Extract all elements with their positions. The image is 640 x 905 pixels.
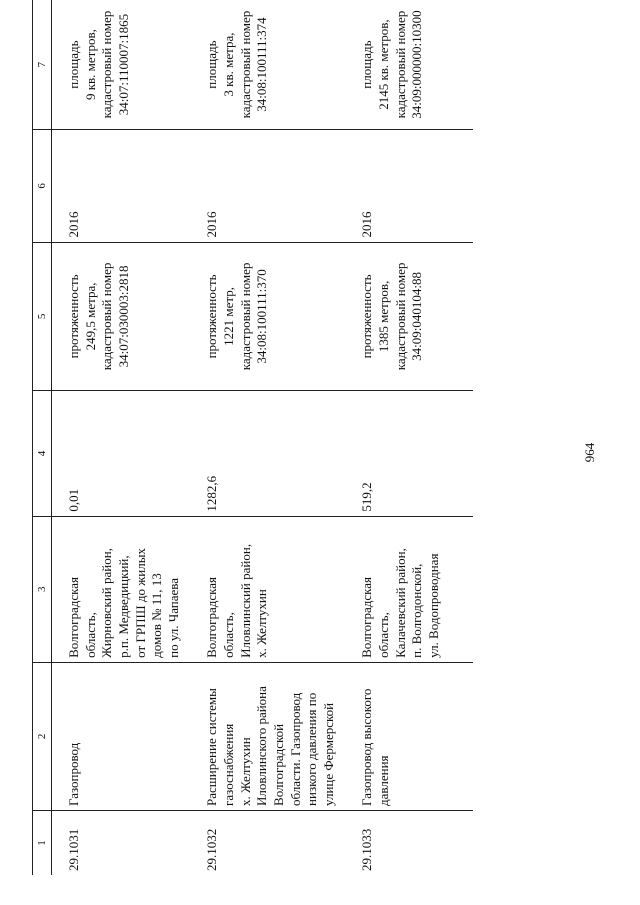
- row-number: 29.1031: [66, 828, 81, 871]
- column-header-row: [33, 0, 52, 875]
- column-header-1: 1: [33, 810, 52, 875]
- page-number: 964: [582, 442, 597, 463]
- object-name: Газопровод высокого давления: [339, 662, 473, 810]
- object-year: 2016: [339, 130, 473, 242]
- object-location: Волгоградская область, Калачевский район, п. Волгодонской, ул. Водопроводная: [339, 516, 473, 662]
- row-number: 29.1032: [204, 828, 220, 871]
- object-name: Расширение системы газоснабжения х. Желтухин Иловлинского района Волгоградской области. Газопровод низкого давления по улице Фермерской: [184, 662, 339, 810]
- property-table: [32, 0, 473, 875]
- land-info: площадь 9 кв. метров, кадастровый номер 34:07:110007:1865: [52, 0, 185, 130]
- object-specs: протяженность 1385 метров, кадастровый номер 34:09:040104:88: [339, 242, 473, 391]
- object-year: 2016: [184, 130, 339, 242]
- table-row: [52, 0, 185, 875]
- object-value: 0,01: [52, 391, 185, 516]
- object-specs: протяженность 249,5 метра, кадастровый номер 34:07:030003:2818: [52, 242, 185, 391]
- table-row: [184, 0, 339, 875]
- land-info: площадь 2145 кв. метров, кадастровый номер 34:09:000000:10300: [339, 0, 473, 130]
- row-number: 29.1033: [359, 828, 375, 871]
- object-location: Волгоградская область, Жирновский район, р.п. Медведицкий, от ГРПШ до жилых домов № 11, 13 по ул. Чапаева: [52, 516, 185, 662]
- column-header-2: 2: [33, 662, 52, 810]
- column-header-7: 7: [33, 0, 52, 130]
- object-location: Волгоградская область, Иловлинский район, х. Желтухин: [184, 516, 339, 662]
- column-header-4: 4: [33, 391, 52, 516]
- column-header-5: 5: [33, 242, 52, 391]
- object-name: Газопровод: [52, 662, 185, 810]
- object-specs: протяженность 1221 метр, кадастровый номер 34:08:100111:370: [184, 242, 339, 391]
- object-value: 1282,6: [184, 391, 339, 516]
- column-header-6: 6: [33, 130, 52, 242]
- object-value: 519,2: [339, 391, 473, 516]
- column-header-3: 3: [33, 516, 52, 662]
- table-row: [339, 0, 473, 875]
- land-info: площадь 3 кв. метра, кадастровый номер 34:08:100111:374: [184, 0, 339, 130]
- object-year: 2016: [52, 130, 185, 242]
